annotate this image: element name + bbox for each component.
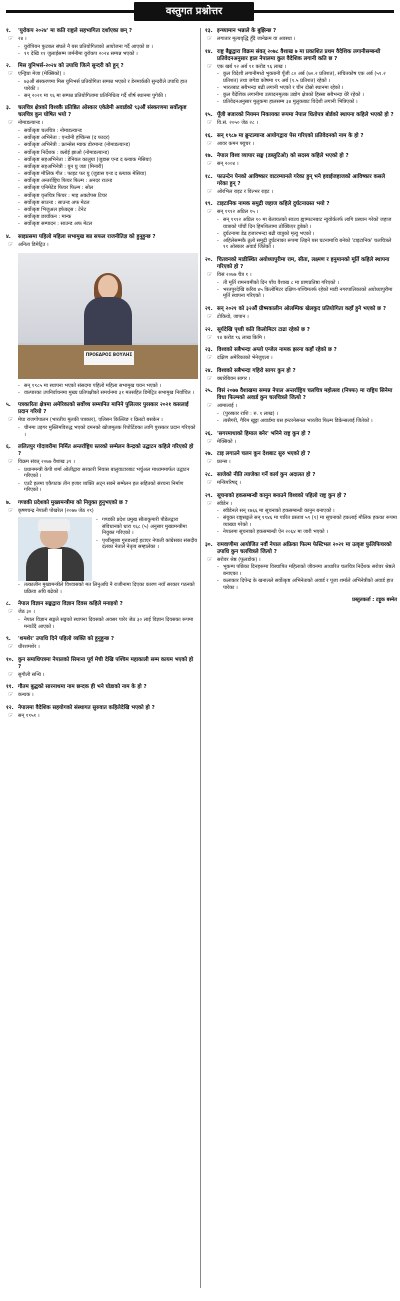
question-item <box>205 257 397 300</box>
answer-text: आमालाई । <box>217 403 238 410</box>
answer-arrow-icon: ☞ <box>8 643 14 651</box>
answer-text: दक्षिण अमेरिकाको भेनेजुएला । <box>217 355 273 362</box>
bullet-item: - कुल विदेशी लगानीमध्ये भुक्तानी पूँजी ८० अर्ब (७०.२ प्रतिशत), संचितकोष एक अर्ब (५१.२ प्रतिशत) तथा जगेडा कोषमा १९ अर्ब (१.५ प्रतिशत) रहेको । <box>217 71 397 84</box>
bullet-item: - स्वीडेनले सन् १७६६ मा सूचनाको हकसम्बन्धी कानुन बनाएको । <box>217 508 397 515</box>
bullet-item: - दुर्घटनामा डेढ हजारभन्दा बढी यात्रुको मृत्यु भएको । <box>217 231 397 238</box>
answer-line <box>205 120 397 127</box>
answer-bullets <box>6 425 198 438</box>
question-number: २८. <box>205 471 213 478</box>
answer-bullets <box>6 44 198 58</box>
bullet-item: - (पुरस्कार राशि : रु. १ लाख) । <box>217 411 397 418</box>
question-text: सन् १९८७ मा ब्रुन्टल्यान्ड आयोगद्वारा पेस गरिएको प्रतिवेदनको नाम के हो ? <box>217 132 364 139</box>
right-column <box>205 28 397 604</box>
question-number: १४. <box>205 48 213 55</box>
question-item <box>205 327 397 342</box>
question-number: २६. <box>205 430 213 437</box>
question-item <box>205 28 397 43</box>
bullet-item: - कलाकार दिपेन्द्र के खनालले सर्वोत्कृष्ट अभिनेताको अवार्ड र पूजा शर्माले अभिनेत्रीको अवार्ड हात पारेका । <box>217 578 397 591</box>
bullet-item: - पृथ्वीसुब्बा गुरुङलाई हटाएर नेपाली कांग्रेसका संसदीय दलका नेताले नेतृत्व सम्हालेका । <box>96 538 198 551</box>
question-item <box>6 636 198 651</box>
answer-text: एक खर्ब ९२ अर्ब ११ करोड ९६ लाख । <box>217 63 287 70</box>
answer-text: अनिता डिमेट्रिउ । <box>18 241 49 248</box>
question-text: चलचित्र क्षेत्रको विश्वकै प्रतिष्ठित ओस्कार एकेडेमी अवार्डको ९३औं संस्करणमा सर्वोत्कृष्ट चलचित्र कुन घोषित भयो ? <box>18 105 187 119</box>
answer-text: सरोवर श्रेष्ठ (फूलडोक) । <box>217 556 261 563</box>
question-item <box>205 368 397 383</box>
answer-bullets <box>6 582 198 595</box>
answer-line <box>6 120 198 127</box>
answer-text: कृष्णचन्द्र नेपाली पोखरेल (२०७७ जेठ २९) <box>18 507 94 514</box>
question-line <box>205 472 397 479</box>
answer-text: नोमाडल्यान्ड । <box>18 120 44 127</box>
answer-arrow-icon: ☞ <box>207 354 213 362</box>
bullet-item: - सर्वोत्कृष्ट अभिनेत्री : फ्रान्सेस म्याक डोरमान्ड (नोमाडल्यान्ड) <box>18 142 198 149</box>
bullet-item: - सर्वोत्कृष्ट एनिमेटेड फिचर फिल्म : सोल <box>18 185 198 192</box>
question-text: टाइ लगाउने चलन कुन देशबाट सुरु भएको हो ? <box>217 451 311 458</box>
question-number: ८. <box>6 601 11 608</box>
answer-line <box>205 161 397 168</box>
answer-text: लगातार मूल्यवृद्धि हुँदै जानेक्रम वा अवस्था । <box>217 36 296 42</box>
bullet-item: - सर्वोत्कृष्ट अभिनेता : एन्थोनी हप्किन्स (द फादर) <box>18 135 198 142</box>
question-text: मिस युनिभर्स-२०२४ को उपाधि जित्ने सुन्दरी को हुन् ? <box>18 63 124 70</box>
bullet-item: - भारतबाट सबैभन्दा बढी लगानी भएको र चीन दोस्रो स्थानमा रहेको । <box>217 85 397 92</box>
answer-arrow-icon: ☞ <box>207 313 213 321</box>
answer-arrow-icon: ☞ <box>207 139 213 147</box>
portrait-notes <box>92 517 198 581</box>
question-item <box>6 500 198 596</box>
answer-text: मेक्सिको । <box>217 438 236 445</box>
question-line <box>6 402 198 416</box>
answer-bullets <box>6 467 198 494</box>
answer-line <box>6 609 198 616</box>
bullet-item: - ७३औं संस्करणमा मिस युनिभर्स प्रतियोगिता सम्पन्न भएको र डेनमार्ककी सुन्दरीले उपाधि हात पारेकी । <box>18 79 198 92</box>
answer-arrow-icon: ☞ <box>8 416 14 424</box>
bullet-item: - प्रतिवेदनअनुसार मुलुकमा हालसम्म ३४ मुलुकबाट विदेशी लगानी भित्रिएको । <box>217 99 397 106</box>
bullet-item: - प्रधानमन्त्री केपी शर्मा ओलीद्वारा सरकारी निवास बालुवाटारबाट भर्चुअल माध्यममार्फत उद्घाटन गरिएको । <box>18 467 198 480</box>
question-number: १३. <box>205 28 213 34</box>
bullet-item: - सर्वोत्कृष्ट निर्देशक : क्लोई झाओ (नोमाडल्यान्ड) <box>18 150 198 157</box>
answer-line <box>205 439 397 446</box>
answer-line <box>205 189 397 196</box>
question-item <box>205 133 397 148</box>
question-text: रामवाणीमा आयोजित नवौं नेपाल अफ्रिका फिल्म फेस्टिभल २०२१ मा उत्कृष्ट फुलिफिचरको उपाधि कुन चलचित्रले जित्यो ? <box>217 541 392 555</box>
question-item <box>205 493 397 536</box>
question-number: ३०. <box>205 541 213 548</box>
question-item <box>205 451 397 466</box>
answer-arrow-icon: ☞ <box>207 271 213 279</box>
question-item <box>6 28 198 57</box>
question-item <box>6 601 198 630</box>
question-item <box>205 472 397 487</box>
question-line <box>6 684 198 691</box>
bullet-item: - भरतपुरदेखि करिब ४५ किलोमिटर दक्षिण-पश्चिमतर्फ रहेको माडी नगरपालिकाको अयोध्यापुरीमा मूर्ति स्थापना गरिएको । <box>217 287 397 300</box>
question-line <box>205 133 397 140</box>
question-item <box>205 174 397 196</box>
bullet-item: - सन् १९८५ मा स्थापना भएको संसदमा पहिलो महिला सभामुख चयन भएको । <box>18 383 198 390</box>
bullet-item: - ती मूर्ति रामनवमीको दिन पाँच वैशाख ८ मा प्राणप्रतिष्ठा गरिएको । <box>217 280 397 287</box>
question-item <box>205 388 397 424</box>
question-line <box>205 431 397 438</box>
question-number: ५. <box>6 402 11 409</box>
question-text: कुन समाधिपत्रमा नेपालको सिमाना पूर्व मेची देखि पश्चिम महाकाली सम्म कायम भएको हो ? <box>18 656 194 670</box>
question-line <box>6 500 198 507</box>
answer-arrow-icon: ☞ <box>207 118 213 126</box>
question-text: ललितपुर गोदावरीमा निर्मित अन्तर्राष्ट्रिय स्तरको सम्मेलन केन्द्रको उद्घाटन कहिले गरिएको हो ? <box>18 444 194 458</box>
question-number: ४. <box>6 233 11 240</box>
answer-bullets <box>205 564 397 591</box>
answer-line <box>205 64 397 71</box>
question-text: 'सगरमाथाको हिमाल बनेर' भनिने राष्ट्र कुन हो ? <box>217 430 311 437</box>
question-line <box>205 112 397 119</box>
question-item <box>205 153 397 168</box>
question-text: विश्वको सबैभन्दा अग्लो एन्जेल नामक झरना कहाँ रहेको छ ? <box>217 347 337 354</box>
question-number: १९. <box>205 201 213 208</box>
portrait-shirt <box>48 549 62 581</box>
question-text: नेपाल विश्व व्यापार सङ्घ (डब्लुटिओ) को सदस्य कहिले भएको हो ? <box>217 153 349 160</box>
answer-arrow-icon: ☞ <box>207 555 213 563</box>
section-title: वस्तुगत प्रश्नोत्तर <box>134 2 254 21</box>
question-text: पूँजी बजारको नियमन निकायका रूपमा नेपाल धितोपत्र बोर्डको स्थापना कहिले भएको हो ? <box>217 111 394 118</box>
answer-line <box>205 459 397 466</box>
question-text: फाउन्टेन पेनको आविष्कार वाटरम्यानले गरेका हुन् भने हवाईजहाजको आविष्कार कसले गरेका हुन् ? <box>217 173 386 187</box>
question-item <box>6 444 198 494</box>
question-text: साजेको नीति त्याजेका गर्ने कार्य कुन अदालत हो ? <box>217 471 316 478</box>
question-line <box>205 49 397 63</box>
question-line <box>205 28 397 35</box>
answer-line <box>6 71 198 78</box>
answer-arrow-icon: ☞ <box>8 670 14 678</box>
name-plate: ΠΡΟΕΔΡΟΣ ΒΟΥΛΗΣ <box>84 351 134 365</box>
question-text: विसं २०७७ वैशाखमा सम्पन्न नेपाल अन्तर्राष्ट्रिय चलचित्र महोत्सव (निफ्फ) मा राष्ट्रिय सिनेमा विधा फिल्मको अवार्ड कुन चलचित्रले जित्यो ? <box>217 388 393 402</box>
answer-line <box>205 480 397 487</box>
question-number: २२. <box>205 326 213 333</box>
answer-line <box>205 141 397 148</box>
question-item <box>6 657 198 679</box>
question-number: २०. <box>205 257 213 264</box>
portrait-block <box>18 517 198 581</box>
question-text: सूचनाको हकसम्बन्धी कानुन बनाउने विश्वको पहिलो राष्ट्र कुन हो ? <box>217 492 347 499</box>
answer-arrow-icon: ☞ <box>207 499 213 507</box>
answer-line <box>205 335 397 342</box>
question-number: १. <box>6 28 11 34</box>
question-number: ७. <box>6 499 11 506</box>
answer-arrow-icon: ☞ <box>207 333 213 341</box>
answer-line <box>6 692 198 699</box>
question-line <box>6 601 198 608</box>
answer-text: २४ । <box>18 36 27 42</box>
question-line <box>6 636 198 643</box>
bullet-item: - भूकम्प पछिका दिनहरूमा विस्थापित महिलाको जीवनमा आधारित चलचित्र निर्देशक सरोवर श्रेष्ठले बनाएका । <box>217 564 397 577</box>
answer-bullets <box>6 128 198 228</box>
answer-line <box>205 355 397 362</box>
question-text: साइप्रसमा पहिलो महिला सभामुख बन्न सफल राजनीतिज्ञ को हुनुहुन्छ ? <box>18 233 156 240</box>
bullet-item: - वाल्पारका उपनिर्वाचनमा मुख्य प्रतिपक्षीको समर्थनमा ३१ मतसहित डिमेट्रिउ सभामुख निर्वाचित । <box>18 390 198 397</box>
question-number: २४. <box>205 367 213 374</box>
bullet-item: - सर्वोत्कृष्ट अन्तर्राष्ट्रिय फिचर फिल्म : अनदर राउन्ड <box>18 178 198 185</box>
bullet-item: - संयुक्त राष्ट्रसङ्घले सन् १९४६ मा पारित प्रस्ताव ५९ (१) मा सूचनाको हकलाई मौलिक हकका रूपमा व्याख्या गरेको । <box>217 515 397 528</box>
photo-head <box>98 275 118 299</box>
answer-arrow-icon: ☞ <box>8 240 14 248</box>
bullet-item: - एउटै हलमा एकैपटक तीन हजार व्यक्ति अट्न सक्ने सम्मेलन हल सहितको संरचना निर्माण गरिएको । <box>18 481 198 494</box>
left-column <box>6 28 198 726</box>
question-number: १५. <box>205 111 213 118</box>
bullet-item: - सर्वोत्कृष्ट सहअभिनेता : डेनियल कालुया (जुडास एन्ड द ब्ल्याक मेसिया) <box>18 157 198 164</box>
answer-bullets <box>205 508 397 536</box>
answer-text: फ्रान्स । <box>217 459 231 466</box>
answer-arrow-icon: ☞ <box>207 458 213 466</box>
bullet-item: - सर्वोत्कृष्ट सम्पादन : साउन्ड अफ मेटल <box>18 221 198 228</box>
answer-line <box>205 376 397 383</box>
answer-line <box>6 644 198 651</box>
answer-arrow-icon: ☞ <box>207 187 213 195</box>
question-text: चितवनको माडीस्थित अयोध्यापुरीमा राम, सीता, लक्ष्मण र हनुमानको मूर्ति कहिले स्थापना गरिएको हो ? <box>217 257 390 271</box>
answer-arrow-icon: ☞ <box>8 458 14 466</box>
question-line <box>205 153 397 160</box>
question-item <box>6 402 198 438</box>
bullet-item: - कुल वैदेशिक लगानीमा उत्पादनमूलक उद्योग क्षेत्रको हिस्सा सबैभन्दा धेरै रहेको । <box>217 92 397 99</box>
answer-arrow-icon: ☞ <box>207 35 213 42</box>
question-line <box>6 234 198 241</box>
bullet-item: - चीनमा उइगर मुस्लिमविरुद्ध भएको दमनको खोजमूलक रिपोर्टिङका लागि पुरस्कार प्रदान गरिएको । <box>18 425 198 438</box>
question-number: ११. <box>6 684 14 691</box>
answer-arrow-icon: ☞ <box>8 35 14 42</box>
bullet-item: - सर्वोत्कृष्ट छायाँकन : मान्क <box>18 214 198 221</box>
answer-arrow-icon: ☞ <box>207 374 213 382</box>
question-line <box>6 705 198 712</box>
answer-text: स्वीडेन । <box>217 500 232 507</box>
answer-line <box>6 508 198 515</box>
answer-arrow-icon: ☞ <box>207 62 213 70</box>
question-text: गण्डकी प्रदेशको मुख्यमन्त्रीमा को नियुक्त हुनुभएको छ ? <box>18 499 128 506</box>
answer-bullets <box>205 71 397 106</box>
answer-arrow-icon: ☞ <box>8 70 14 78</box>
bullet-item: - त्यसैगरी, गैरिम खुट्टा अवार्डमा यस इन्टरनेसनल भारतीय फिल्म डिकेन्सलाई जितेको । <box>217 418 397 425</box>
answer-arrow-icon: ☞ <box>8 608 14 616</box>
answer-line <box>6 459 198 466</box>
chief-minister-photo <box>18 517 92 581</box>
answer-arrow-icon: ☞ <box>207 437 213 445</box>
answer-text: सन् १९१२ अप्रिल १५ । <box>217 209 259 216</box>
answer-line <box>205 314 397 321</box>
question-text: पत्रकारिता क्षेत्रमा अमेरिकाको सर्वोच्च सम्मानित मानिने पुलित्जर पुरस्कार २०२१ कसलाई प्रदान गरियो ? <box>18 402 189 416</box>
question-number: १६. <box>205 132 213 139</box>
answer-arrow-icon: ☞ <box>207 208 213 216</box>
section-header <box>0 0 400 22</box>
question-line <box>205 327 397 334</box>
question-text: सन् २०२१ को ३२औं ग्रीष्मकालीन ओलम्पिक खेलकुद प्रतियोगिता कहाँ हुने भएको छ ? <box>217 306 386 313</box>
question-item <box>205 112 397 127</box>
question-number: २९. <box>205 492 213 499</box>
question-item <box>205 49 397 106</box>
answer-text: धीरशमशेर । <box>18 644 40 651</box>
answer-bullets <box>205 217 397 251</box>
photo-body <box>84 297 132 349</box>
question-item <box>6 684 198 699</box>
question-text: नेपाल विज्ञान सङ्घद्वारा विज्ञान दिवस कहिले मनाइयो ? <box>18 601 123 608</box>
answer-line <box>205 403 397 410</box>
question-text: 'युरोकप २०२४' मा कति राष्ट्रले सहभागिता दर्शाएका छन् ? <box>18 28 133 34</box>
answer-bullets <box>6 383 198 397</box>
question-number: १७. <box>205 153 213 160</box>
bullet-item: - सर्वोत्कृष्ट मौलिक गीत : फाइट फर यु (जुडास एन्ड द ब्ल्याक मेसिया) <box>18 171 198 178</box>
answer-line <box>205 501 397 508</box>
question-text: इन्च्यामान भन्नाले के बुझिन्छ ? <box>217 28 277 34</box>
question-text: राष्ट्र बैङ्कद्वारा विक्रम संवत् २०७८ वैशाख ७ मा प्रकाशित प्रथम वैदेशिक लगानीसम्बन्धी प्रतिवेदनअनुसार हाल नेपालमा कुल वैदेशिक लगानी कति छ ? <box>217 48 381 62</box>
answer-arrow-icon: ☞ <box>207 478 213 486</box>
question-text: 'शमशेर' उपाधि दिने पहिलो व्यक्ति को हुनुहुन्छ ? <box>18 636 114 643</box>
answer-line <box>205 557 397 564</box>
answer-arrow-icon: ☞ <box>8 119 14 127</box>
author-credit: प्रस्तुतकर्ता : टट्टूक बस्नेत <box>352 597 397 604</box>
bullet-item: - सर्वोत्कृष्ट साउन्ड : साउन्ड अफ मेटल <box>18 200 198 207</box>
question-text: नेपालमा वैदेशिक सहयोगको संस्थागत सुरुवात कहिलेदेखि भएको हो ? <box>18 705 155 712</box>
question-number: १२. <box>6 705 14 712</box>
question-number: २१. <box>205 306 213 313</box>
answer-bullets <box>6 79 198 99</box>
answer-text: कन्थक । <box>18 692 34 699</box>
answer-arrow-icon: ☞ <box>8 506 14 514</box>
question-item <box>6 705 198 720</box>
question-text: गौतम बुद्धको सारनाथमा नाम छन्दक ही भने घोडाको नाम के हो ? <box>18 684 147 691</box>
question-number: १०. <box>6 656 14 663</box>
question-number: २. <box>6 63 11 70</box>
answer-line <box>6 36 198 43</box>
question-number: १८. <box>205 173 213 180</box>
answer-line <box>205 209 397 216</box>
question-line <box>205 306 397 313</box>
column-divider <box>200 28 201 1288</box>
speaker-photo <box>18 253 198 379</box>
bullet-item: - ११ देखि ११ जुलाईसम्म जर्मनीमा युरोकप २०२४ सम्पन्न भएको । <box>18 51 198 58</box>
answer-line <box>205 36 397 43</box>
bullet-item: - सर्वोत्कृष्ट सहअभिनेत्री : युन यु जङ (मिनारी) <box>18 164 198 171</box>
bullet-item: - तत्कालीन मुख्यमन्त्रीले विश्वासको मत लिनुअघि नै राजीनामा दिएका कारण नयाँ सरकार गठनको प्रक्रिया अघि बढेको । <box>18 582 198 595</box>
question-number: ९. <box>6 636 11 643</box>
answer-arrow-icon: ☞ <box>207 402 213 410</box>
answer-bullets <box>205 411 397 425</box>
question-item <box>6 234 198 396</box>
answer-text: सन् २००४ । <box>217 161 239 168</box>
question-item <box>6 63 198 99</box>
bullet-item: - गण्डकी प्रदेश प्रमुख सीताकुमारी पौडेलद्वारा संविधानको धारा १६८ (५) अनुसार मुख्यमन्त्रीमा नियुक्त गरिएको । <box>96 517 198 537</box>
answer-text: वि.सं. २०५० जेठ २८ । <box>217 119 259 126</box>
answer-text: १४ करोड ९६ लाख किमि । <box>217 334 266 341</box>
bullet-item: - युरोपियन फुटबल संघले नै यस प्रतियोगिताको आयोजना गर्दै आएको छ । <box>18 44 198 51</box>
bullet-item: - सर्वोत्कृष्ट भिजुअल इफेक्ट्स : टेनेट <box>18 207 198 214</box>
bullet-item: - सन् १९१२ अप्रिल १० मा बेलायतको साउथ ह्याम्पटनबाट न्युयोर्कतर्फ लागि प्रस्थान गरेको जहाज यात्राको पाँचौं दिन हिमशिलामा ठोक्किएर डुबेको । <box>217 217 397 230</box>
question-line <box>6 105 198 119</box>
answer-text: सन् १९५१ । <box>18 713 40 720</box>
answer-arrow-icon: ☞ <box>8 691 14 699</box>
question-line <box>205 388 397 402</box>
bullet-item: - सर्वोत्कृष्ट चलचित्र : नोमाडल्यान्ड <box>18 128 198 135</box>
question-item <box>6 105 198 228</box>
answer-bullets <box>205 280 397 300</box>
question-line <box>6 657 198 671</box>
question-line <box>205 451 397 458</box>
question-number: २३. <box>205 347 213 354</box>
answer-arrow-icon: ☞ <box>8 712 14 720</box>
answer-text: सुगौली सन्धि । <box>18 671 45 678</box>
answer-line <box>6 713 198 720</box>
answer-text: विसं २०७७ चैत्र १ । <box>217 272 252 279</box>
question-line <box>205 174 397 188</box>
bullet-item: - सर्वोत्कृष्ट वृत्तचित्र फिचर : माइ अक्टोपस टिचर <box>18 193 198 200</box>
question-line <box>205 201 397 208</box>
answer-line <box>6 242 198 249</box>
bullet-item: - नेपाल विज्ञान सङ्घले सङ्घको स्थापना दिवसको अवसर पारेर जेठ ३० लाई विज्ञान दिवसका रूपमा मनाउँदै आएको । <box>18 617 198 630</box>
answer-arrow-icon: ☞ <box>207 160 213 168</box>
answer-text: क्यारेबियन सागर । <box>217 375 251 382</box>
answer-text: विक्रम संवत् २०७७ वैशाख ३१ । <box>18 459 75 466</box>
question-item <box>205 542 397 592</box>
question-line <box>205 542 397 556</box>
answer-text: एन्ड्रिया मेजा (मेक्सिको) । <box>18 71 65 78</box>
question-number: ६. <box>6 444 11 451</box>
portrait-hat <box>38 519 70 531</box>
question-number: २५. <box>205 388 213 395</box>
question-item <box>205 306 397 321</box>
answer-line <box>205 272 397 279</box>
answer-line <box>6 672 198 679</box>
answer-text: मेघा राजगोपालन (भारतीय मूलकी पत्रकार), एलिसन किल्लिङ र क्रिस्टो बसकेन । <box>18 417 163 424</box>
question-number: २७. <box>205 451 213 458</box>
question-text: सूर्यदेखि पृथ्वी कति किलोमिटर टाढा रहेको छ ? <box>217 326 310 333</box>
question-line <box>6 28 198 35</box>
question-line <box>6 444 198 458</box>
question-line <box>205 368 397 375</box>
question-item <box>205 431 397 446</box>
question-line <box>6 63 198 70</box>
question-number: ३. <box>6 105 11 112</box>
answer-line <box>6 417 198 424</box>
answer-text: जेठ ३० । <box>18 609 35 616</box>
answer-bullets <box>6 617 198 630</box>
answer-text: टोकियो, जापान । <box>217 314 249 321</box>
question-item <box>205 347 397 362</box>
question-line <box>205 493 397 500</box>
answer-text: मन्त्रिपरिषद् । <box>217 479 241 486</box>
question-text: टाइटानिक नामक समुद्री जहाज कहिले दुर्घटनाग्रस्त भयो ? <box>217 201 330 208</box>
question-item <box>205 201 397 251</box>
question-line <box>205 257 397 271</box>
question-text: विश्वको सबैभन्दा गहिरो सागर कुन हो ? <box>217 367 296 374</box>
answer-text: आवर कमन फ्युचर । <box>217 140 255 147</box>
answer-text: ओरभिल राइट र विल्भर राइट । <box>217 188 274 195</box>
bullet-item: - अहिलेसम्मकै ठूलो समुद्री दुर्घटनाका रूपमा लिइने यस घटनामाथि बनेको 'टाइटानिक' चलचित्रले ११ ओस्कार अवार्ड जितेको । <box>217 238 397 251</box>
question-line <box>205 347 397 354</box>
bullet-item: - सन् २०२१ मा १६ मा सम्पन्न प्रतियोगितामा प्रतिनिधित्व गर्दै शीर्ष स्थानमा पुगेकी । <box>18 93 198 100</box>
bullet-item: - नेपालमा सूचनाको हकसम्बन्धी ऐन २०६४ मा जारी भएको । <box>217 529 397 536</box>
photo-person <box>80 275 136 349</box>
